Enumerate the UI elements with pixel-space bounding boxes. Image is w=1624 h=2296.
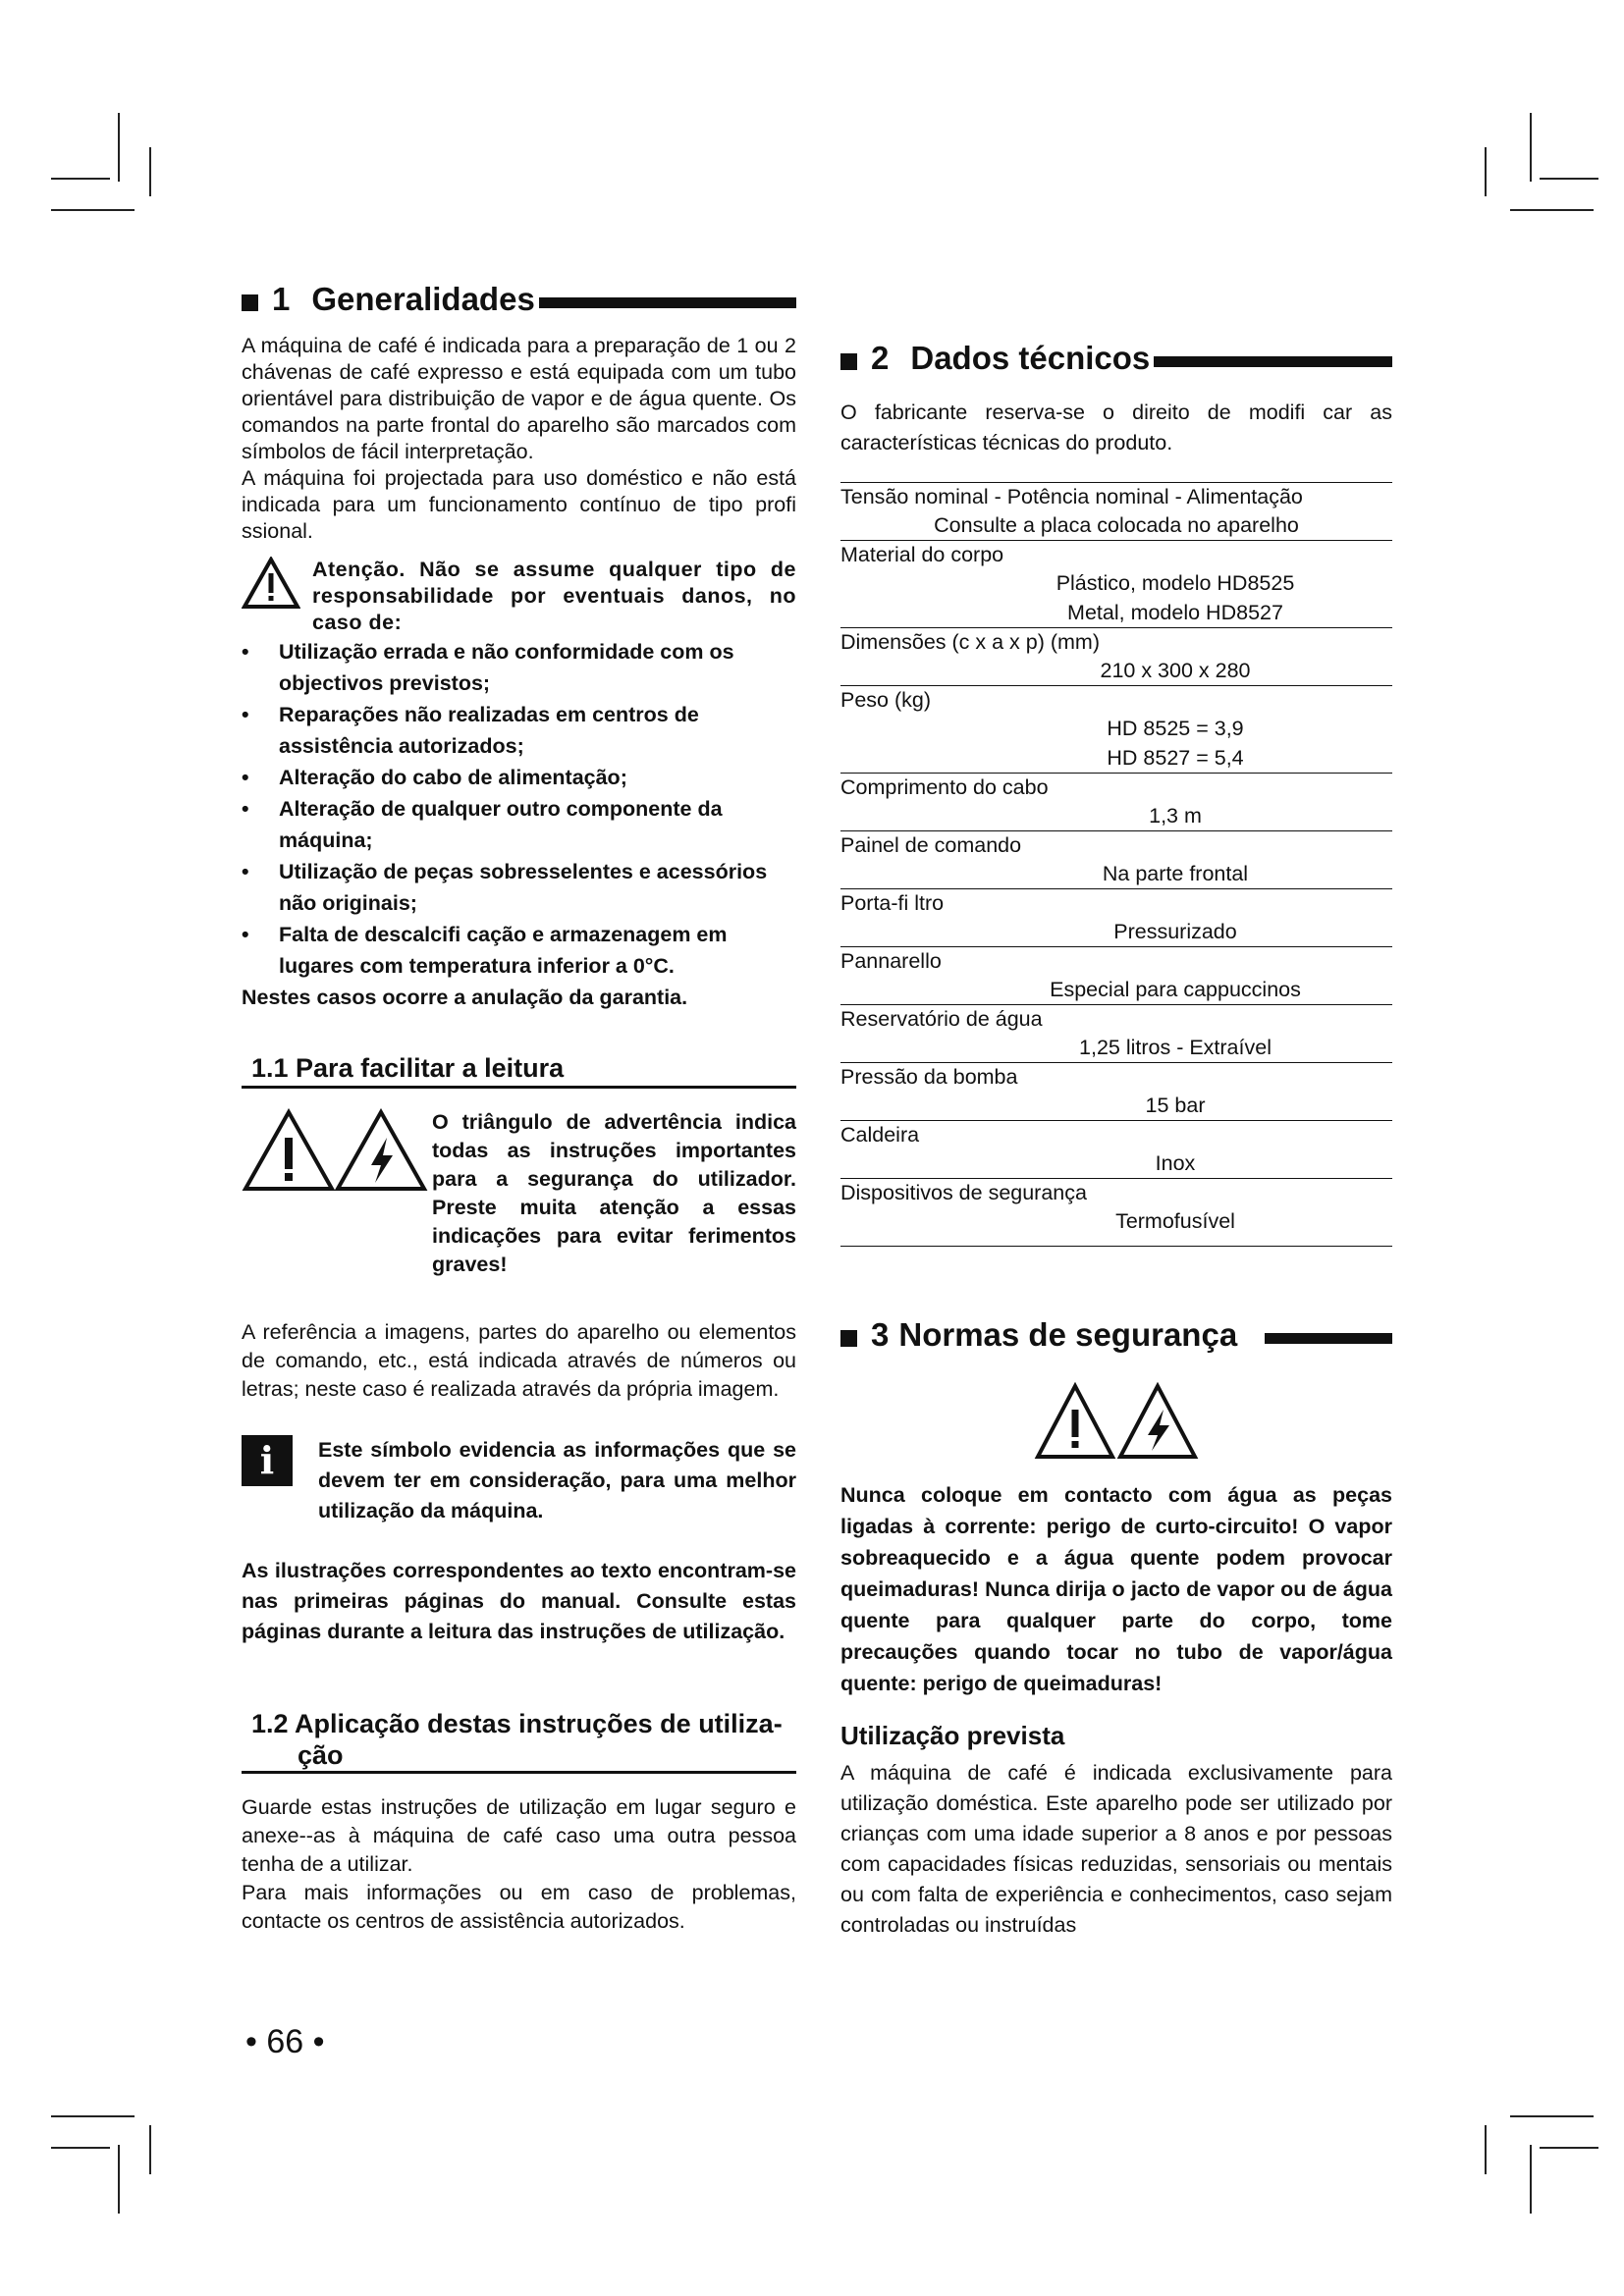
spec-label: Painel de comando [840,833,1022,857]
spec-label: Peso (kg) [840,688,932,712]
crop-mark [1540,178,1598,180]
warning-intro: Atenção. Não se assume qualquer tipo de responsabilidade por eventuais danos, no caso de: [312,558,796,634]
spec-row [840,888,1392,946]
reading-warning-text: O triângulo de advertência indica todas as instruções importantes para a segurança do utilizador. Preste muita atenção a essas indicações para evitar ferimentos graves! [432,1110,796,1276]
spec-value: Termofusível [1115,1209,1235,1233]
heading-rule [1154,356,1392,367]
spec-value: Na parte frontal [1102,862,1249,885]
spec-label: Dispositivos de segurança [840,1181,1087,1204]
spec-label: Material do corpo [840,543,1004,566]
crop-mark [1540,2147,1598,2149]
section-number: 3 [871,1316,890,1353]
left-column [242,280,796,1936]
crop-mark [1485,2125,1487,2174]
intro-paragraph-2: A máquina foi projectada para uso doméstico e não está indicada para um funcionamento contínuo de tipo profi ssional. [242,466,796,543]
liability-warning [242,557,796,636]
spec-row [840,773,1392,830]
crop-mark [51,2115,135,2117]
info-icon: i [242,1435,293,1486]
spec-row [840,482,1392,540]
crop-mark [149,147,151,196]
spec-row [840,830,1392,888]
spec-table [840,482,1392,1247]
list-item: • Utilização errada e não conformidade com os objectivos previstos; [242,640,734,695]
spec-row [840,1062,1392,1120]
crop-mark [118,113,120,182]
warning-triangle-icon [242,557,300,610]
list-item: • Alteração do cabo de alimentação; [242,766,627,789]
spec-label: Reservatório de água [840,1007,1043,1031]
info-note [242,1435,796,1526]
list-item: • Reparações não realizadas em centros de assistência autorizados; [242,703,699,758]
spec-value: HD 8525 = 3,9 [1107,717,1244,740]
spec-row [840,1004,1392,1062]
spec-value: Especial para cappuccinos [1050,978,1301,1001]
info-text: Este símbolo evidencia as informações que se devem ter em consideração, para uma melhor utilização da máquina. [318,1438,796,1522]
spec-label: Porta-fi ltro [840,891,945,915]
spec-label: Tensão nominal - Potência nominal - Alimentação [840,485,1303,508]
spec-value: Consulte a placa colocada no aparelho [934,513,1299,537]
spec-value: 1,25 litros - Extraível [1079,1036,1272,1059]
right-column [840,339,1392,1941]
crop-mark [51,209,135,211]
section-title: Dados técnicos [910,340,1151,376]
crop-mark [1530,113,1532,182]
spec-label: Pressão da bomba [840,1065,1018,1089]
warning-list [242,636,796,982]
warning-triangles-icon [242,1108,428,1193]
spec-row [840,540,1392,627]
list-item: • Utilização de peças sobresselentes e acessórios não originais; [242,860,768,915]
section-number: 1 [272,281,291,317]
heading-square-icon [242,294,258,311]
spec-label: Caldeira [840,1123,920,1147]
safety-icons [840,1382,1392,1466]
spec-value: Pressurizado [1113,920,1237,943]
section-2-heading [840,339,1392,378]
list-item: • Alteração de qualquer outro componente da máquina; [242,797,723,852]
spec-row [840,1120,1392,1178]
crop-mark [51,2147,110,2149]
crop-mark [149,2125,151,2174]
warning-triangles-icon [1034,1382,1199,1461]
crop-mark [1510,2115,1594,2117]
spec-row [840,1178,1392,1246]
crop-mark [118,2145,120,2214]
spec-row [840,685,1392,773]
heading-square-icon [840,353,857,370]
illustrations-paragraph: As ilustrações correspondentes ao texto encontram-se nas primeiras páginas do manual. Consulte estas páginas durante a leitura das instruções de utilização. [242,1559,796,1643]
spec-row [840,627,1392,685]
reference-paragraph: A referência a imagens, partes do aparelho ou elementos de comando, etc., está indicada através de números ou letras; neste caso é realizada através da própria imagem. [242,1320,796,1401]
intended-use-heading: Utilização prevista [840,1721,1065,1750]
section-3-heading [840,1315,1392,1355]
section-title: Normas de segurança [898,1316,1238,1353]
subsection-1-1-title: 1.1 Para facilitar a leitura [242,1052,796,1089]
page-number: • 66 • [245,2023,325,2060]
crop-mark [1530,2145,1532,2214]
crop-mark [51,178,110,180]
spec-value: Plástico, modelo HD8525 [1056,571,1295,595]
spec-value: Inox [1155,1151,1196,1175]
heading-rule [1265,1333,1392,1344]
reading-warning [242,1108,796,1279]
spec-value: HD 8527 = 5,4 [1107,746,1244,770]
heading-square-icon [840,1330,857,1347]
spec-label: Pannarello [840,949,942,973]
crop-mark [1510,209,1594,211]
subsection-1-2-title: 1.2 Aplicação destas instruções de utiliza- ção [242,1708,796,1774]
contact-paragraph: Para mais informações ou em caso de problemas, contacte os centros de assistência autorizados. [242,1881,796,1933]
warranty-note: Nestes casos ocorre a anulação da garantia. [242,986,688,1009]
storage-paragraph: Guarde estas instruções de utilização em lugar seguro e anexe--as à máquina de café caso uma outra pessoa tenha de a utilizar. [242,1795,796,1876]
section-1-heading [242,280,796,319]
spec-value: 15 bar [1145,1094,1206,1117]
spec-value: Metal, modelo HD8527 [1067,601,1283,624]
list-item: • Falta de descalcifi cação e armazenagem em lugares com temperatura inferior a 0°C. [242,923,728,978]
section-number: 2 [871,340,890,376]
spec-row [840,946,1392,1004]
section-title: Generalidades [311,281,535,317]
spec-value: 210 x 300 x 280 [1100,659,1251,682]
spec-intro: O fabricante reserva-se o direito de modifi car as características técnicas do produto. [840,400,1392,454]
heading-rule [539,297,796,308]
intro-paragraph: A máquina de café é indicada para a preparação de 1 ou 2 chávenas de café expresso e está equipada com um tubo orientável para distribuição de vapor e de água quente. Os comandos na parte frontal do aparelho são marcados com símbolos de fácil interpretação. [242,334,796,463]
crop-mark [1485,147,1487,196]
safety-warning-text: Nunca coloque em contacto com água as peças ligadas à corrente: perigo de curto-circuito! O vapor sobreaquecido e a água quente podem provocar queimaduras! Nunca dirija o jacto de vapor ou de água quente para qualquer parte do corpo, tome precauções quando tocar no tubo de vapor/água quente: perigo de queimaduras! [840,1483,1392,1695]
spec-value: 1,3 m [1149,804,1202,828]
intended-use-text: A máquina de café é indicada exclusivamente para utilização doméstica. Este aparelho pode ser utilizado por crianças com uma idade superior a 8 anos e por pessoas com capacidades físicas reduzidas, sensoriais ou mentais ou com falta de experiência e conhecimentos, caso sejam controladas ou instruídas [840,1761,1392,1937]
spec-label: Comprimento do cabo [840,775,1049,799]
spec-label: Dimensões (c x a x p) (mm) [840,630,1101,654]
